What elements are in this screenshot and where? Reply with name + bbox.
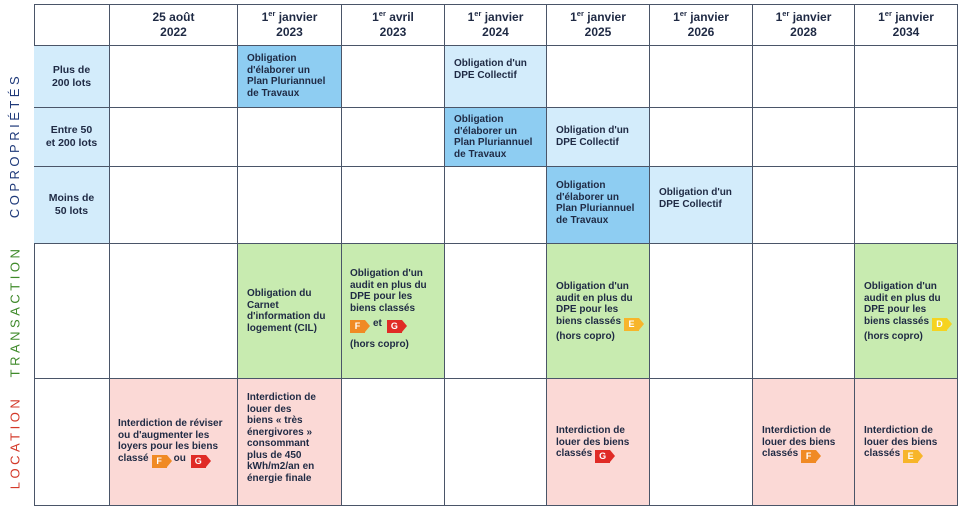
table-cell [34,379,110,506]
table-cell [650,379,753,506]
header-date-apr-2023 [342,4,445,46]
header-year: 2028 [790,24,817,39]
section-label-text: TRANSACTION [7,245,23,378]
row-header-plus-200-lots: Plus de 200 lots [34,46,110,108]
table-cell [855,108,958,167]
energy-class-d-badge: D [932,318,947,331]
header-day: 1er avril [372,8,414,24]
table-cell [445,244,547,379]
cell-moins-2025: Obligation d'élaborer un Plan Pluriannuel de Travaux [547,167,650,244]
cell-location-2023: Interdiction de louer des biens « très énergivores » consommant plus de 450 kWh/m2/an en énergie finale [238,379,342,506]
energy-class-e-badge: E [624,318,639,331]
header-date-2026 [650,4,753,46]
cell-entre-2024: Obligation d'élaborer un Plan Pluriannuel de Travaux [445,108,547,167]
table-cell [445,167,547,244]
cell-entre-2025: Obligation d'un DPE Collectif [547,108,650,167]
energy-class-g-badge: G [387,320,402,333]
table-cell [753,108,855,167]
cell-plus200-2023: Obligation d'élaborer un Plan Pluriannuel de Travaux [238,46,342,108]
table-cell [110,46,238,108]
header-year: 2024 [482,24,509,39]
header-date-2024 [445,4,547,46]
energy-class-g-badge: G [191,455,206,468]
cell-plus200-2024: Obligation d'un DPE Collectif [445,46,547,108]
table-cell [238,167,342,244]
header-day: 1er janvier [261,8,318,24]
table-cell [110,244,238,379]
table-cell [855,46,958,108]
header-year: 2025 [584,24,612,39]
table-cell [650,108,753,167]
row-header-moins-50-lots: Moins de 50 lots [34,167,110,244]
cell-location-2022: Interdiction de réviser ou d'augmenter les loyers pour les biens classé F ou G [110,379,238,506]
cell-transaction-2025: Obligation d'un audit en plus du DPE pour les biens classés E (hors copro) [547,244,650,379]
cell-transaction-apr-2023: Obligation d'un audit en plus du DPE pour les biens classés F et G (hors copro) [342,244,445,379]
table-cell [753,167,855,244]
header-date-2025 [547,4,650,46]
table-cell [650,244,753,379]
table-cell [855,167,958,244]
energy-class-g-badge: G [595,450,610,463]
header-year: 2034 [892,24,920,39]
header-year: 2023 [276,24,303,39]
table-cell [34,244,110,379]
table-cell [238,108,342,167]
table-cell [110,108,238,167]
header-date-2034 [855,4,958,46]
cell-location-2025: Interdiction de louer des biens classés G [547,379,650,506]
header-day: 25 août [152,9,195,24]
cell-moins-2026: Obligation d'un DPE Collectif [650,167,753,244]
header-year: 2026 [687,24,715,39]
header-corner [34,4,110,46]
header-year: 2023 [379,24,407,39]
header-day: 1er janvier [878,8,934,24]
energy-class-f-badge: F [801,450,816,463]
energy-class-f-badge: F [350,320,365,333]
header-day: 1er janvier [775,8,832,24]
table-cell [342,379,445,506]
cell-location-2034: Interdiction de louer des biens classés E [855,379,958,506]
table-cell [342,108,445,167]
section-label-coproprietes [0,46,30,244]
table-cell [650,46,753,108]
energy-class-e-badge: E [903,450,918,463]
header-year: 2022 [160,24,187,39]
table-cell [342,46,445,108]
cell-transaction-2023: Obligation du Carnet d'information du logement (CIL) [238,244,342,379]
cell-location-2028: Interdiction de louer des biens classés F [753,379,855,506]
energy-class-f-badge: F [152,455,167,468]
section-label-location [0,379,30,506]
table-cell [753,244,855,379]
table-cell [547,46,650,108]
section-label-text: LOCATION [7,395,23,490]
section-label-transaction [0,244,30,379]
row-header-entre-50-200-lots: Entre 50 et 200 lots [34,108,110,167]
header-day: 1er janvier [673,8,729,24]
table-cell [753,46,855,108]
header-date-2028 [753,4,855,46]
table-cell [445,379,547,506]
header-date-2022 [110,4,238,46]
cell-transaction-2034: Obligation d'un audit en plus du DPE pour les biens classés D (hors copro) [855,244,958,379]
section-label-text: COPROPRIÉTÉS [7,72,23,218]
table-cell [342,167,445,244]
table-cell [110,167,238,244]
header-day: 1er janvier [467,8,524,24]
header-day: 1er janvier [570,8,626,24]
header-date-jan-2023 [238,4,342,46]
